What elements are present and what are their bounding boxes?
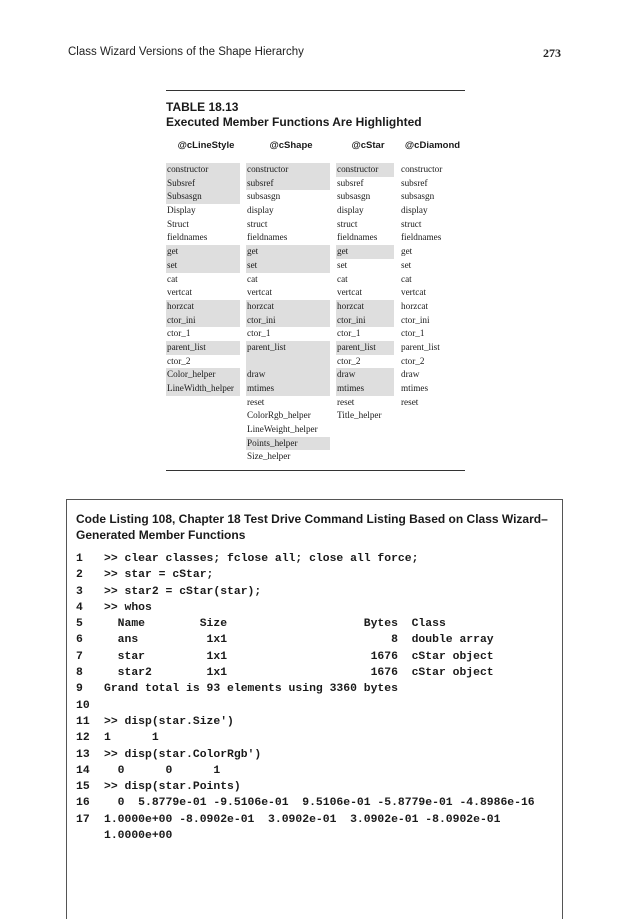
table-cell: draw [246,368,330,382]
table-cell [336,423,400,437]
table-cell: constructor [401,164,443,174]
table-cell: Color_helper [166,368,240,382]
table-cell: vertcat [401,287,426,298]
column-header: @cDiamond [404,140,461,151]
code-text: ans 1x1 8 double array [104,634,494,647]
table-title: Executed Member Functions Are Highlighted [166,115,422,129]
table-cell: constructor [246,163,330,177]
table-cell: vertcat [337,287,362,298]
table-cell: Display [167,205,196,216]
table-label: TABLE 18.13 [166,100,239,114]
code-line [76,567,535,583]
table-cell: set [401,259,412,270]
member-functions-table [166,90,465,471]
code-line [76,795,535,811]
code-line [76,649,535,665]
table-cell: subsref [337,177,364,188]
code-line [76,632,535,648]
table-cell: get [246,245,330,259]
line-number: 2 [76,569,83,582]
table-cell: ctor_ini [246,314,330,328]
code-text: >> whos [104,601,152,614]
line-number: 16 [76,797,90,810]
code-line [76,681,535,697]
table-cell: draw [336,368,394,382]
table-cell: mtimes [401,383,429,393]
table-cell: ctor_2 [401,355,425,366]
table-cell [336,437,400,451]
code-line [76,812,535,828]
code-line [76,698,535,714]
code-line [76,665,535,681]
table-cell [400,450,465,464]
table-cell: fieldnames [401,232,442,243]
table-cell: fieldnames [167,232,208,243]
code-text: >> disp(star.ColorRgb') [104,748,262,761]
code-line [76,600,535,616]
table-cell: struct [337,218,358,229]
table-cell: subsasgn [247,191,281,202]
table-cell: draw [401,369,420,380]
line-number: 10 [76,699,90,712]
code-text: Name Size Bytes Class [104,618,446,631]
table-cell: parent_list [401,341,440,352]
code-line [76,747,535,763]
table-cell: display [247,205,274,216]
table-cell [246,355,330,369]
table-cell: ctor_2 [337,355,361,366]
table-cell: reset [247,396,265,407]
table-cell: get [336,245,394,259]
code-line [76,616,535,632]
table-cell: get [166,245,240,259]
line-number: 17 [76,813,90,826]
table-body [166,163,465,464]
table-cell: mtimes [246,382,330,396]
line-number: 15 [76,781,90,794]
table-cell: ctor_1 [247,328,271,339]
table-cell: horzcat [401,300,429,311]
line-number: 13 [76,748,90,761]
table-cell [400,409,465,423]
listing-title: Code Listing 108, Chapter 18 Test Drive Command Listing Based on Class Wizard–Generated Member Functions [76,512,548,542]
table-cell: parent_list [166,341,240,355]
table-cell [166,450,246,464]
code-line [76,714,535,730]
code-text: star2 1x1 1676 cStar object [104,667,494,680]
table-cell [166,437,246,451]
table-cell: parent_list [246,341,330,355]
code-listing-box [66,499,563,919]
line-number: 6 [76,634,83,647]
table-cell: reset [401,396,419,407]
line-number: 12 [76,732,90,745]
code-text: >> clear classes; fclose all; close all force; [104,553,419,565]
table-cell: Points_helper [246,437,330,451]
table-cell: horzcat [336,300,394,314]
table-cell: set [246,259,330,273]
running-header: Class Wizard Versions of the Shape Hierarchy [68,46,304,58]
table-cell: ctor_2 [167,355,191,366]
table-cell: cat [167,273,178,284]
code-line [76,828,535,844]
code-text: 1 1 [104,732,159,745]
table-cell: fieldnames [247,232,288,243]
code-text: >> disp(star.Size') [104,715,234,728]
code-text: 0 5.8779e-01 -9.5106e-01 9.5106e-01 -5.8779e-01 -4.8986e-16 [104,797,535,810]
table-cell: ctor_ini [336,314,394,328]
table-bottom-rule [166,470,465,471]
table-cell: fieldnames [337,232,378,243]
table-cell: Subsref [166,177,240,191]
table-cell: display [337,205,364,216]
table-cell [166,423,246,437]
line-number: 7 [76,650,83,663]
line-number: 5 [76,618,83,631]
table-cell: horzcat [166,300,240,314]
code-line [76,763,535,779]
code-line [76,730,535,746]
table-cell: get [401,246,413,257]
table-cell: vertcat [167,287,192,298]
table-cell: ctor_1 [167,328,191,339]
page-number: 273 [543,46,561,60]
table-cell: set [337,259,348,270]
line-number: 3 [76,585,83,598]
code-text: >> disp(star.Points) [104,781,241,794]
code-listing [76,551,535,844]
line-number: 9 [76,683,83,696]
table-cell: Subsasgn [166,190,240,204]
table-top-rule [166,90,465,91]
table-cell: parent_list [336,341,394,355]
table-cell: subsasgn [337,191,371,202]
code-text: 0 0 1 [104,764,221,777]
table-cell: struct [247,218,268,229]
code-text: Grand total is 93 elements using 3360 bytes [104,683,398,696]
code-line [76,551,535,567]
table-cell [336,450,400,464]
code-text: star 1x1 1676 cStar object [104,650,494,663]
code-text: 1.0000e+00 -8.0902e-01 3.0902e-01 3.0902e-01 -8.0902e-01 [104,813,501,826]
table-cell: Struct [167,218,189,229]
line-number: 14 [76,764,90,777]
table-cell: cat [401,273,412,284]
code-text: >> star2 = cStar(star); [104,585,262,598]
table-cell: display [401,205,428,216]
table-cell [166,396,246,410]
table-cell: set [166,259,240,273]
table-cell: reset [337,396,355,407]
table-cell [400,437,465,451]
table-cell: horzcat [246,300,330,314]
table-cell: struct [401,218,422,229]
code-text: >> star = cStar; [104,569,214,582]
line-number: 4 [76,601,83,614]
table-cell [400,423,465,437]
line-number: 11 [76,715,90,728]
code-text: 1.0000e+00 [104,830,173,843]
line-number: 8 [76,667,83,680]
table-cell: subsref [401,177,428,188]
table-cell: ctor_ini [401,314,430,325]
column-header: @cStar [351,140,385,151]
table-cell: Size_helper [247,451,291,462]
table-column-headers [166,140,465,154]
table-cell: constructor [336,163,394,177]
code-line [76,584,535,600]
table-cell: Title_helper [337,410,382,421]
table-cell: cat [247,273,258,284]
line-number: 1 [76,553,83,565]
table-cell [166,409,246,423]
table-cell: ColorRgb_helper [247,410,311,421]
table-cell: subsasgn [401,191,435,202]
table-cell: LineWidth_helper [166,382,240,396]
table-cell: vertcat [247,287,272,298]
code-line [76,779,535,795]
table-cell: subsref [246,177,330,191]
table-cell: ctor_1 [337,328,361,339]
column-header: @cShape [269,140,313,151]
column-header: @cLineStyle [177,140,235,151]
table-cell: LineWeight_helper [247,424,318,435]
table-cell: cat [337,273,348,284]
table-cell: ctor_ini [166,314,240,328]
table-cell: mtimes [336,382,394,396]
table-cell: constructor [166,163,240,177]
table-cell: ctor_1 [401,328,425,339]
